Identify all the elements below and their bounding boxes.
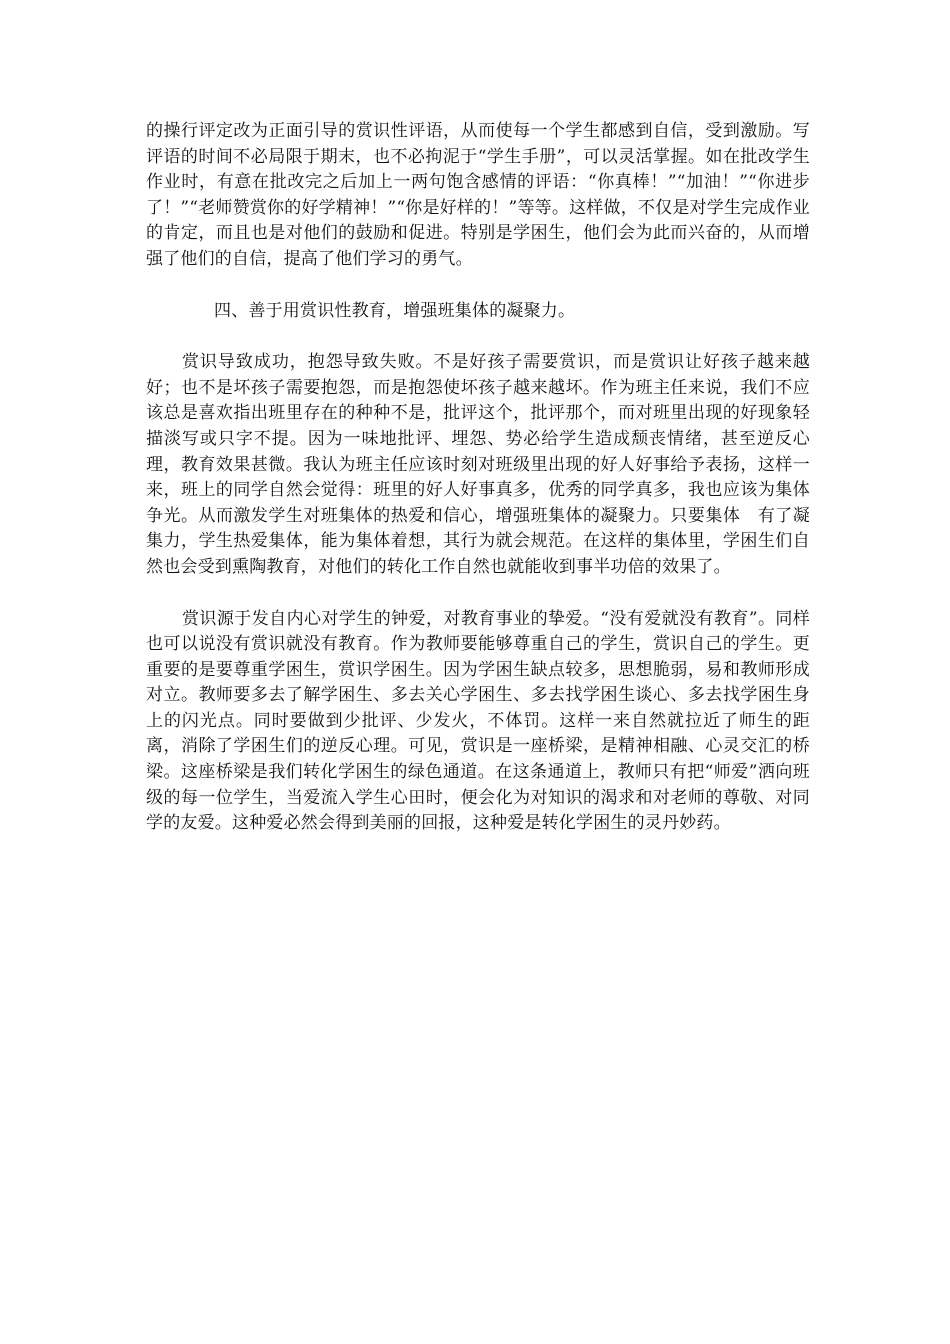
section-heading: 四、善于用赏识性教育，增强班集体的凝聚力。 — [214, 300, 576, 321]
paragraph-spacer — [146, 324, 810, 350]
paragraph-evaluation-comments: 的操行评定改为正面引导的赏识性评语，从而使每一个学生都感到自信，受到激励。写评语的时间不必局限于期末，也不必拘泥于“学生手册”，可以灵活掌握。如在批改学生作业时，有意在批改完之后加上一两句饱含感情的评语：“你真棒！”“加油！”“你进步了！”“老师赞赏你的好学精神！”“你是好样的！”等等。这样做，不仅是对学生完成作业的肯定，而且也是对他们的鼓励和促进。特别是学困生，他们会为此而兴奋的，从而增强了他们的自信，提高了他们学习的勇气。 — [146, 121, 810, 269]
paragraph-class-cohesion: 赏识导致成功，抱怨导致失败。不是好孩子需要赏识，而是赏识让好孩子越来越好；也不是坏孩子需要抱怨，而是抱怨使坏孩子越来越坏。作为班主任来说，我们不应该总是喜欢指出班里存在的种种不是，批评这个，批评那个，而对班里出现的好现象轻描淡写或只字不提。因为一味地批评、埋怨、势必给学生造成颓丧情绪，甚至逆反心理，教育效果甚微。我认为班主任应该时刻对班级里出现的好人好事给予表扬，这样一来，班上的同学自然会觉得：班里的好人好事真多，优秀的同学真多，我也应该为集体争光。从而激发学生对班集体的热爱和信心，增强班集体的凝聚力。只要集体 有了凝集力，学生热爱集体，能为集体着想，其行为就会规范。在这样的集体里，学困生们自然也会受到熏陶教育，对他们的转化工作自然也就能收到事半功倍的效果了。 — [146, 352, 810, 577]
paragraph-spacer — [146, 273, 810, 299]
paragraph-spacer — [146, 581, 810, 607]
paragraph-appreciation-love: 赏识源于发自内心对学生的钟爱，对教育事业的挚爱。“没有爱就没有教育”。同样也可以说没有赏识就没有教育。作为教师要能够尊重自己的学生，赏识自己的学生。更重要的是要尊重学困生，赏识学困生。因为学困生缺点较多，思想脆弱，易和教师形成对立。教师要多去了解学困生、多去关心学困生、多去找学困生谈心、多去找学困生身上的闪光点。同时要做到少批评、少发火，不体罚。这样一来自然就拉近了师生的距离，消除了学困生们的逆反心理。可见，赏识是一座桥梁，是精神相融、心灵交汇的桥梁。这座桥梁是我们转化学困生的绿色通道。在这条通道上，教师只有把“师爱”洒向班级的每一位学生，当爱流入学生心田时，便会化为对知识的渴求和对老师的尊敬、对同学的友爱。这种爱必然会得到美丽的回报，这种爱是转化学困生的灵丹妙药。 — [146, 608, 810, 834]
document-page — [146, 119, 810, 837]
